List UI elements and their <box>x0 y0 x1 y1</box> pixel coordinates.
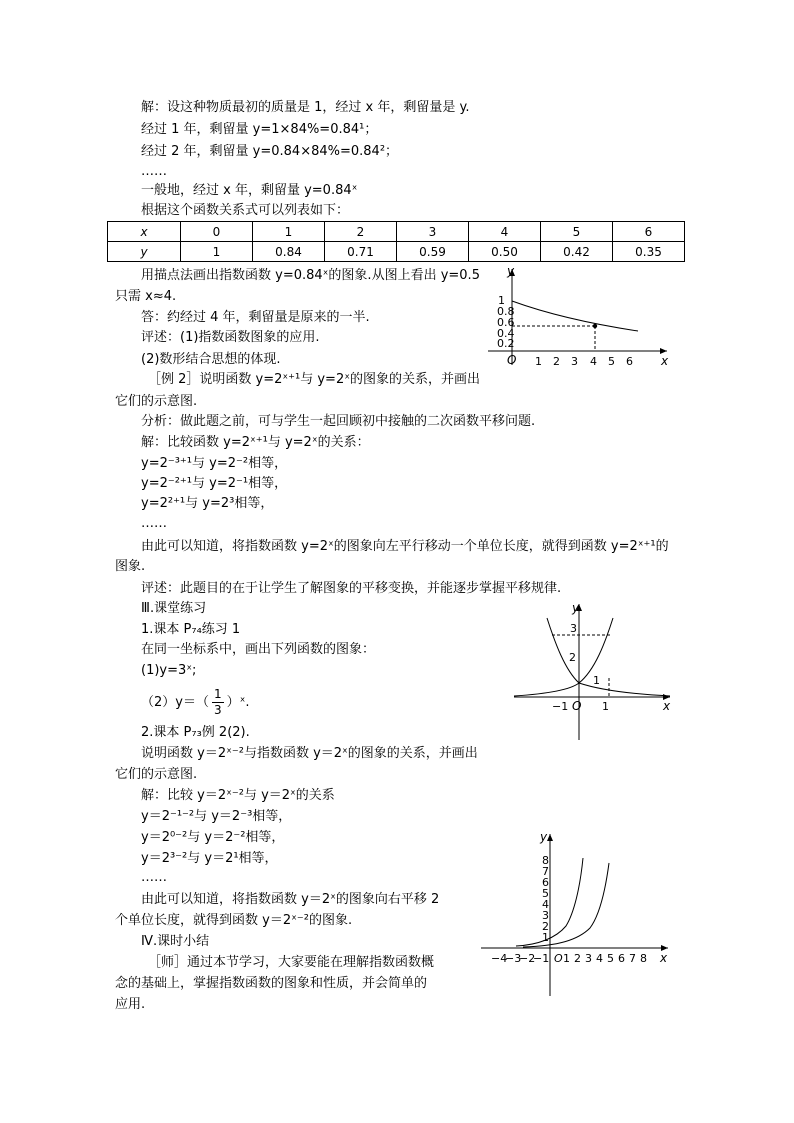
table-header-y: y <box>108 242 181 262</box>
x-tick-label: 6 <box>626 355 633 368</box>
table-cell: 4 <box>469 222 541 242</box>
y-tick-label: 0.8 <box>497 305 515 318</box>
x-tick-label: 3 <box>585 952 592 965</box>
solution3-line: 解：比较 y＝2ˣ⁻²与 y＝2ˣ的关系 <box>141 788 335 803</box>
x-tick-label: 1 <box>563 952 570 965</box>
comment-line-3: 评述：此题目的在于让学生了解图象的平移变换，并能逐步掌握平移规律. <box>141 581 562 596</box>
y-tick-label: 0.6 <box>497 316 515 329</box>
summary-line-3: 应用. <box>115 997 146 1012</box>
origin-label: O <box>507 353 517 367</box>
table-cell: 1 <box>253 222 325 242</box>
exercise-line: 1.课本 P₇₄练习 1 <box>141 622 241 637</box>
x-tick-label: 2 <box>574 952 581 965</box>
equation-line: y=2⁻³⁺¹与 y=2⁻²相等， <box>141 456 288 471</box>
tick-label: 2 <box>569 651 576 664</box>
table-cell: 0.71 <box>325 242 397 262</box>
x-tick-label: 4 <box>596 952 603 965</box>
table-cell: 0 <box>181 222 253 242</box>
exercise-text: ）ˣ. <box>226 695 250 710</box>
exercise-line: 说明函数 y＝2ˣ⁻²与指数函数 y＝2ˣ的图象的关系，并画出 <box>141 746 478 761</box>
equation-line: y＝2³⁻²与 y＝2¹相等， <box>141 851 278 866</box>
fraction-numerator: 1 <box>213 687 222 701</box>
equation-line: y=2⁻²⁺¹与 y=2⁻¹相等， <box>141 476 288 491</box>
exercise-text: （2）y＝（ <box>141 695 209 710</box>
ellipsis: …… <box>141 516 167 531</box>
section-heading: Ⅳ.课时小结 <box>141 934 210 949</box>
conclusion-line-1: 由此可以知道，将指数函数 y=2ˣ的图象向左平行移动一个单位长度，就得到函数 y=2ˣ⁺¹的 <box>141 539 669 554</box>
section-heading: Ⅲ.课堂练习 <box>141 601 207 616</box>
table-row-x <box>108 222 685 242</box>
curve-2-to-x-minus-2 <box>523 863 609 947</box>
x-axis-label: x <box>660 951 668 965</box>
x-tick-label: 6 <box>618 952 625 965</box>
solution-line: 解：设这种物质最初的质量是 1，经过 x 年，剩留量是 y. <box>141 100 470 115</box>
table-row-y <box>108 242 685 262</box>
plot-line-1: 用描点法画出指数函数 y=0.84ˣ的图象.从图上看出 y=0.5 <box>141 268 480 283</box>
graph-exponential-pair <box>510 598 680 746</box>
exercise-line: 它们的示意图. <box>115 767 198 782</box>
y-tick-label: 6 <box>542 876 549 889</box>
x-tick-label: 5 <box>608 355 615 368</box>
x-axis-label: x <box>661 354 669 368</box>
conclusion-line-4: 个单位长度，就得到函数 y＝2ˣ⁻²的图象. <box>115 913 353 928</box>
year1-line: 经过 1 年，剩留量 y=1×84%=0.84¹； <box>141 122 378 137</box>
x-tick-label: 1 <box>535 355 542 368</box>
general-line: 一般地，经过 x 年，剩留量 y=0.84ˣ <box>141 183 358 198</box>
table-cell: 5 <box>541 222 613 242</box>
table-cell: 0.42 <box>541 242 613 262</box>
y-tick-label: 0.2 <box>497 337 515 350</box>
tick-label: 1 <box>602 700 609 713</box>
tick-label: −1 <box>552 700 569 713</box>
analysis-line: 分析：做此题之前，可与学生一起回顾初中接触的二次函数平移问题. <box>141 414 536 429</box>
conclusion-line-3: 由此可以知道，将指数函数 y＝2ˣ的图象向右平移 2 <box>141 892 440 907</box>
plot-line-2: 只需 x≈4. <box>115 289 177 304</box>
x-tick-label: −1 <box>533 952 550 965</box>
value-table <box>107 221 685 262</box>
answer-line: 答：约经过 4 年，剩留量是原来的一半. <box>141 310 370 325</box>
intersection-point <box>593 324 597 328</box>
table-cell: 1 <box>181 242 253 262</box>
y-tick-label: 1 <box>498 294 505 307</box>
comment-line-2: (2)数形结合思想的体现. <box>141 352 281 367</box>
exercise-fraction-line <box>141 683 250 723</box>
origin-label: O <box>554 952 563 965</box>
y-tick-label: 8 <box>542 854 549 867</box>
table-header-x: x <box>108 222 181 242</box>
tick-label: 3 <box>570 622 577 635</box>
equation-line: y=2²⁺¹与 y=2³相等， <box>141 496 274 511</box>
x-axis-label: x <box>663 699 671 713</box>
equation-line: y＝2⁰⁻²与 y＝2⁻²相等， <box>141 830 285 845</box>
y-tick-label: 5 <box>542 887 549 900</box>
table-cell: 0.59 <box>397 242 469 262</box>
example2-line-2: 它们的示意图. <box>115 394 198 409</box>
table-cell: 0.35 <box>613 242 685 262</box>
conclusion-line-2: 图象. <box>115 559 146 574</box>
ellipsis: …… <box>141 164 167 179</box>
y-tick-label: 2 <box>542 920 549 933</box>
fraction-denominator: 3 <box>213 703 222 717</box>
x-tick-label: 7 <box>629 952 636 965</box>
y-axis-label: y <box>572 601 580 615</box>
x-tick-label: 8 <box>640 952 647 965</box>
table-cell: 3 <box>397 222 469 242</box>
table-cell: 6 <box>613 222 685 242</box>
comment-line-1: 评述：(1)指数函数图象的应用. <box>141 330 320 345</box>
exercise-line: 2.课本 P₇₃例 2(2). <box>141 725 250 740</box>
tick-label: 1 <box>593 674 600 687</box>
y-tick-label: 3 <box>542 909 549 922</box>
y-axis-label: y <box>507 264 515 278</box>
y-axis-label: y <box>540 830 548 844</box>
ellipsis: …… <box>141 870 167 885</box>
y-tick-label: 4 <box>542 898 549 911</box>
x-tick-label: −3 <box>505 952 522 965</box>
equation-line: y＝2⁻¹⁻²与 y＝2⁻³相等， <box>141 809 292 824</box>
year2-line: 经过 2 年，剩留量 y=0.84×84%=0.84²； <box>141 144 399 159</box>
summary-line-1: ［师］通过本节学习，大家要能在理解指数函数概 <box>148 955 435 970</box>
x-tick-label: 5 <box>607 952 614 965</box>
origin-label: O <box>572 699 582 713</box>
summary-line-2: 念的基础上，掌握指数函数的图象和性质，并会简单的 <box>115 976 428 991</box>
x-tick-label: 4 <box>590 355 597 368</box>
table-intro: 根据这个函数关系式可以列表如下： <box>141 203 350 218</box>
graph-exponential-decay <box>485 265 675 370</box>
y-axis-arrow <box>547 834 553 841</box>
exercise-line: (1)y=3ˣ; <box>141 663 197 678</box>
table-cell: 0.84 <box>253 242 325 262</box>
x-tick-label: −4 <box>491 952 508 965</box>
table-cell: 0.50 <box>469 242 541 262</box>
x-tick-label: −2 <box>519 952 536 965</box>
solution2-line: 解：比较函数 y=2ˣ⁺¹与 y=2ˣ的关系： <box>141 435 370 450</box>
x-tick-label: 2 <box>553 355 560 368</box>
y-tick-label: 0.4 <box>497 327 515 340</box>
example2-line-1: ［例 2］说明函数 y=2ˣ⁺¹与 y=2ˣ的图象的关系，并画出 <box>148 372 480 387</box>
table-cell: 2 <box>325 222 397 242</box>
y-tick-label: 1 <box>542 931 549 944</box>
y-tick-label: 7 <box>542 865 549 878</box>
graph-translation <box>478 828 673 1000</box>
exercise-line: 在同一坐标系中，画出下列函数的图象： <box>141 642 376 657</box>
fraction <box>212 687 224 718</box>
x-tick-label: 3 <box>571 355 578 368</box>
